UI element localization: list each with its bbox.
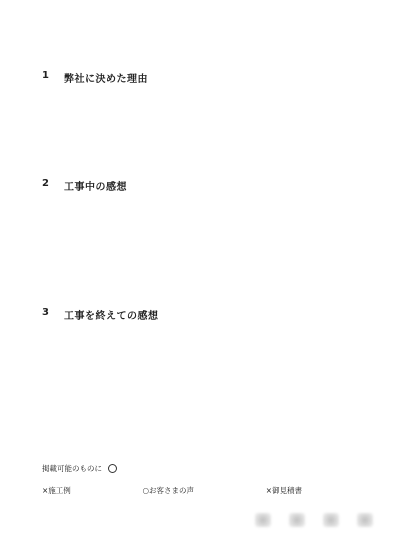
option-examples: ×施工例: [42, 486, 71, 495]
section-after-work: [42, 307, 382, 348]
blurred-name-char: [357, 513, 373, 527]
section-title: 工事を終えての感想: [64, 311, 159, 322]
publish-label: 掲載可能のものに: [42, 464, 102, 473]
circle-mark-icon: [108, 464, 117, 473]
blurred-name-char: [323, 513, 339, 527]
publish-options: [42, 485, 302, 496]
section-number: 2: [42, 178, 50, 189]
section-title: 弊社に決めた理由: [64, 74, 148, 85]
section-during-work: [42, 178, 382, 219]
publish-permission: [42, 463, 117, 474]
blurred-name-char: [289, 513, 305, 527]
section-heading: [42, 178, 382, 193]
section-body: [54, 91, 382, 111]
option-estimate: ×御見積書: [265, 486, 302, 495]
section-heading: [42, 70, 382, 85]
blurred-signature: [255, 512, 395, 528]
option-customer-voice: ○お客さまの声: [142, 486, 195, 495]
section-title: 工事中の感想: [64, 182, 127, 193]
section-heading: [42, 307, 382, 322]
section-body: [54, 199, 382, 219]
blurred-name-char: [255, 513, 271, 527]
section-body: [54, 328, 382, 348]
section-reason: [42, 70, 382, 111]
section-number: 3: [42, 307, 50, 318]
section-number: 1: [42, 70, 50, 81]
